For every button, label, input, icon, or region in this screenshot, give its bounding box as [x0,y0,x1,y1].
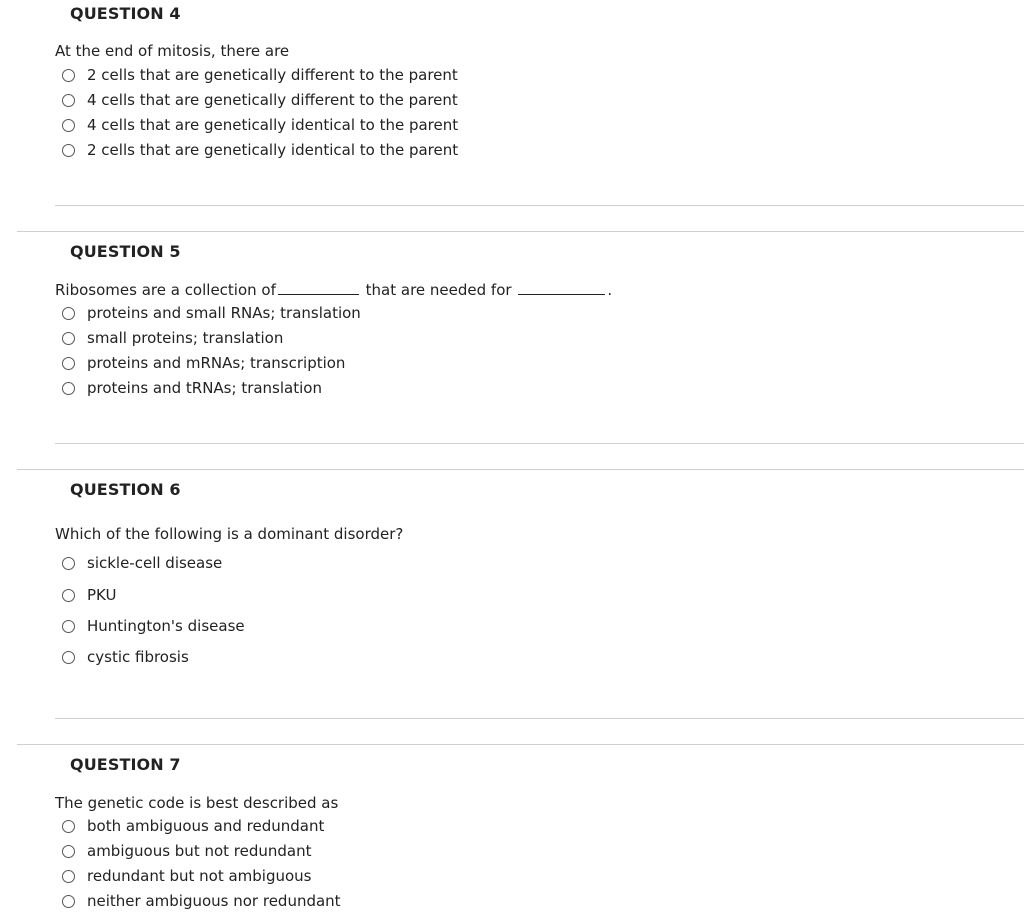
radio-button[interactable] [62,870,75,883]
answer-option[interactable] [62,647,189,667]
divider [17,231,1024,232]
answer-option[interactable] [62,115,458,135]
radio-button[interactable] [62,895,75,908]
divider [17,469,1024,470]
radio-button[interactable] [62,94,75,107]
prompt-text: . [607,281,613,299]
answer-option[interactable] [62,65,458,85]
answer-label: cystic fibrosis [87,648,189,666]
answer-label: sickle-cell disease [87,554,223,572]
divider [17,744,1024,745]
answer-option[interactable] [62,841,312,861]
answer-label: 2 cells that are genetically different to the parent [87,66,458,84]
radio-button[interactable] [62,357,75,370]
divider [55,443,1024,444]
radio-button[interactable] [62,651,75,664]
radio-button[interactable] [62,382,75,395]
radio-button[interactable] [62,557,75,570]
question-title: QUESTION 6 [70,480,181,499]
question-title: QUESTION 7 [70,755,181,774]
radio-button[interactable] [62,589,75,602]
radio-button[interactable] [62,845,75,858]
radio-button[interactable] [62,119,75,132]
fill-in-blank [278,293,359,295]
question-prompt: At the end of mitosis, there are [55,42,290,60]
answer-option[interactable] [62,816,324,836]
question-prompt [55,281,612,299]
divider [55,205,1024,206]
answer-label: neither ambiguous nor redundant [87,892,341,910]
answer-option[interactable] [62,866,312,886]
question-prompt: The genetic code is best described as [55,794,339,812]
question-title: QUESTION 4 [70,4,181,23]
answer-option[interactable] [62,378,322,398]
answer-option[interactable] [62,140,458,160]
answer-label: PKU [87,586,117,604]
question-title: QUESTION 5 [70,242,181,261]
answer-label: Huntington's disease [87,617,245,635]
fill-in-blank [518,293,605,295]
radio-button[interactable] [62,144,75,157]
answer-label: 4 cells that are genetically different to the parent [87,91,458,109]
answer-option[interactable] [62,891,341,911]
answer-label: ambiguous but not redundant [87,842,312,860]
radio-button[interactable] [62,69,75,82]
radio-button[interactable] [62,332,75,345]
answer-option[interactable] [62,585,116,605]
prompt-text: that are needed for [365,281,512,299]
answer-label: small proteins; translation [87,329,284,347]
answer-option[interactable] [62,90,458,110]
answer-option[interactable] [62,303,361,323]
answer-option[interactable] [62,553,222,573]
answer-label: proteins and tRNAs; translation [87,379,322,397]
answer-option[interactable] [62,616,245,636]
answer-label: both ambiguous and redundant [87,817,325,835]
answer-label: 4 cells that are genetically identical to the parent [87,116,459,134]
answer-option[interactable] [62,353,345,373]
divider [55,718,1024,719]
question-prompt: Which of the following is a dominant disorder? [55,525,404,543]
radio-button[interactable] [62,620,75,633]
answer-label: proteins and mRNAs; transcription [87,354,346,372]
radio-button[interactable] [62,307,75,320]
answer-option[interactable] [62,328,283,348]
answer-label: proteins and small RNAs; translation [87,304,361,322]
answer-label: 2 cells that are genetically identical to the parent [87,141,459,159]
prompt-text: Ribosomes are a collection of [55,281,276,299]
answer-label: redundant but not ambiguous [87,867,312,885]
radio-button[interactable] [62,820,75,833]
